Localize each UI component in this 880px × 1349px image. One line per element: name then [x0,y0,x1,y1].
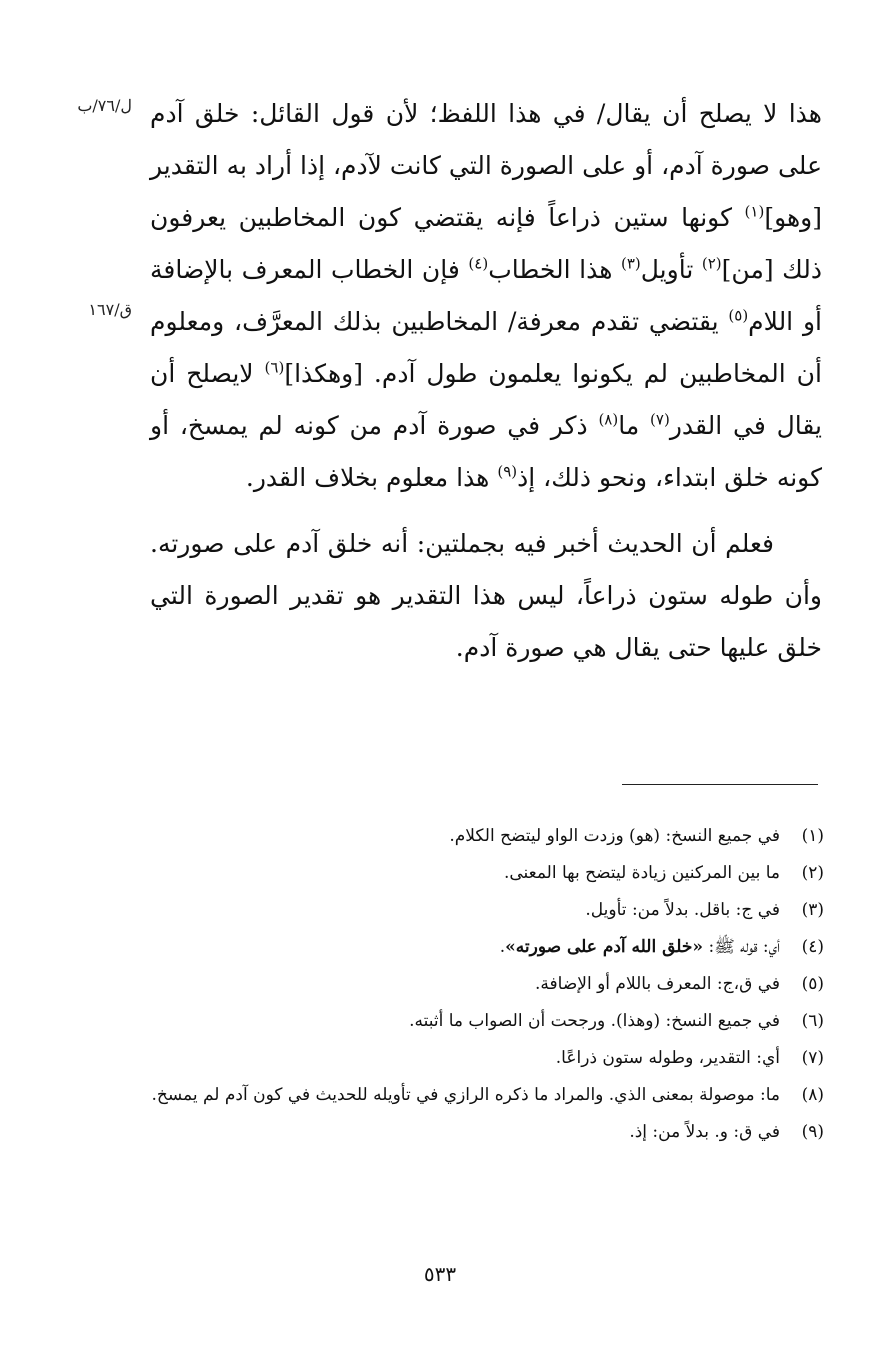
footnote-number: (٨) [801,1085,824,1105]
footnote-number: (٥) [801,974,824,994]
text-run: تأويل [640,255,702,284]
text-run: هذا معلوم بخلاف القدر. [245,463,498,492]
footnote-text: في ق،ج: المعرف باللام أو الإضافة. [535,974,780,994]
footnote-text: ما: موصولة بمعنى الذي. والمراد ما ذكره الرازي في تأويله للحديث في كون آدم لم يمسخ. [151,1085,780,1105]
footnote-ref: (٨) [598,410,619,429]
footnote-text: في جميع النسخ: (وهذا). ورجحت أن الصواب ما أثبته. [409,1011,780,1031]
footnote-text: في جميع النسخ: (هو) وزدت الواو ليتضح الكلام. [449,826,780,846]
footnote-number: (٤) [801,937,824,957]
footnote-ref: (٤) [468,254,489,273]
footnote-text: أي: التقدير، وطوله ستون ذراعًا. [555,1048,780,1068]
footnote-ref: (٥) [728,306,749,325]
footnote-text-pre: أي: قوله ﷺ: [703,937,780,957]
footnote-text: في ج: باقل. بدلاً من: تأويل. [585,900,780,920]
margin-note-manuscript-ref-2: ق/١٦٧ [88,300,132,319]
main-text [150,88,822,674]
footnotes [140,818,824,1151]
footnote-number: (٧) [801,1048,824,1068]
footnote-number: (٩) [801,1122,824,1142]
footnote-item [140,855,824,892]
text-run: هذا لا يصلح أن يقال/ في هذا اللفظ؛ لأن قول القائل: خلق آدم على صورة آدم، أو على الصورة التي كانت لآدم، إذا أراد به التقدير [وهو] [150,99,822,232]
footnote-ref: (٢) [701,254,722,273]
footnote-separator [622,784,818,785]
text-run: يقتضي تقدم معرفة/ المخاطبين بذلك المعرَّف، ومعلوم أن المخاطبين لم يكونوا يعلمون طول آدم. [وهكذا] [150,307,822,388]
footnote-number: (١) [801,826,824,846]
footnote-text: ما بين المركنين زيادة ليتضح بها المعنى. [503,863,780,883]
footnote-number: (٣) [801,900,824,920]
text-run: فإن الخطاب المعرف بالإضافة أو اللام [150,255,822,336]
footnote-item [140,818,824,855]
footnote-item [140,966,824,1003]
footnote-ref: (٣) [620,254,641,273]
text-run: ما [618,411,651,440]
footnote-ref: (١) [744,202,765,221]
hadith-quote: «خلق الله آدم على صورته» [505,937,704,957]
footnote-text: في ق: و. بدلاً من: إذ. [629,1122,780,1142]
footnote-text-post: . [499,937,506,957]
paragraph-2: فعلم أن الحديث أخبر فيه بجملتين: أنه خلق آدم على صورته. وأن طوله ستون ذراعاً، ليس هذا التقدير هو تقدير الصورة التي خلق عليها حتى يقال هي صورة آدم. [150,529,822,662]
text-run: ذكر في صورة آدم من كونه لم يمسخ، أو كونه خلق ابتداء، ونحو ذلك، إذ [150,411,822,492]
text-run: كونها ستين ذراعاً فإنه يقتضي كون المخاطبين يعرفون ذلك [من] [150,203,822,284]
footnote-ref: (٩) [497,462,518,481]
paragraph-1 [150,88,822,504]
footnote-item [140,1003,824,1040]
page-number: ٥٣٣ [423,1262,457,1286]
footnote-item [140,892,824,929]
footnote-text [140,929,780,966]
text-run: لايصلح أن يقال في القدر [150,359,822,440]
footnote-ref: (٦) [264,358,285,377]
footnote-item [140,1077,824,1114]
footnote-number: (٢) [801,863,824,883]
footnote-item [140,929,824,966]
footnote-ref: (٧) [650,410,670,429]
margin-note-manuscript-ref-1: ل/٧٦/ب [77,96,132,115]
text-run: هذا الخطاب [488,255,621,284]
footnote-item [140,1040,824,1077]
footnote-number: (٦) [801,1011,824,1031]
footnote-item [140,1114,824,1151]
